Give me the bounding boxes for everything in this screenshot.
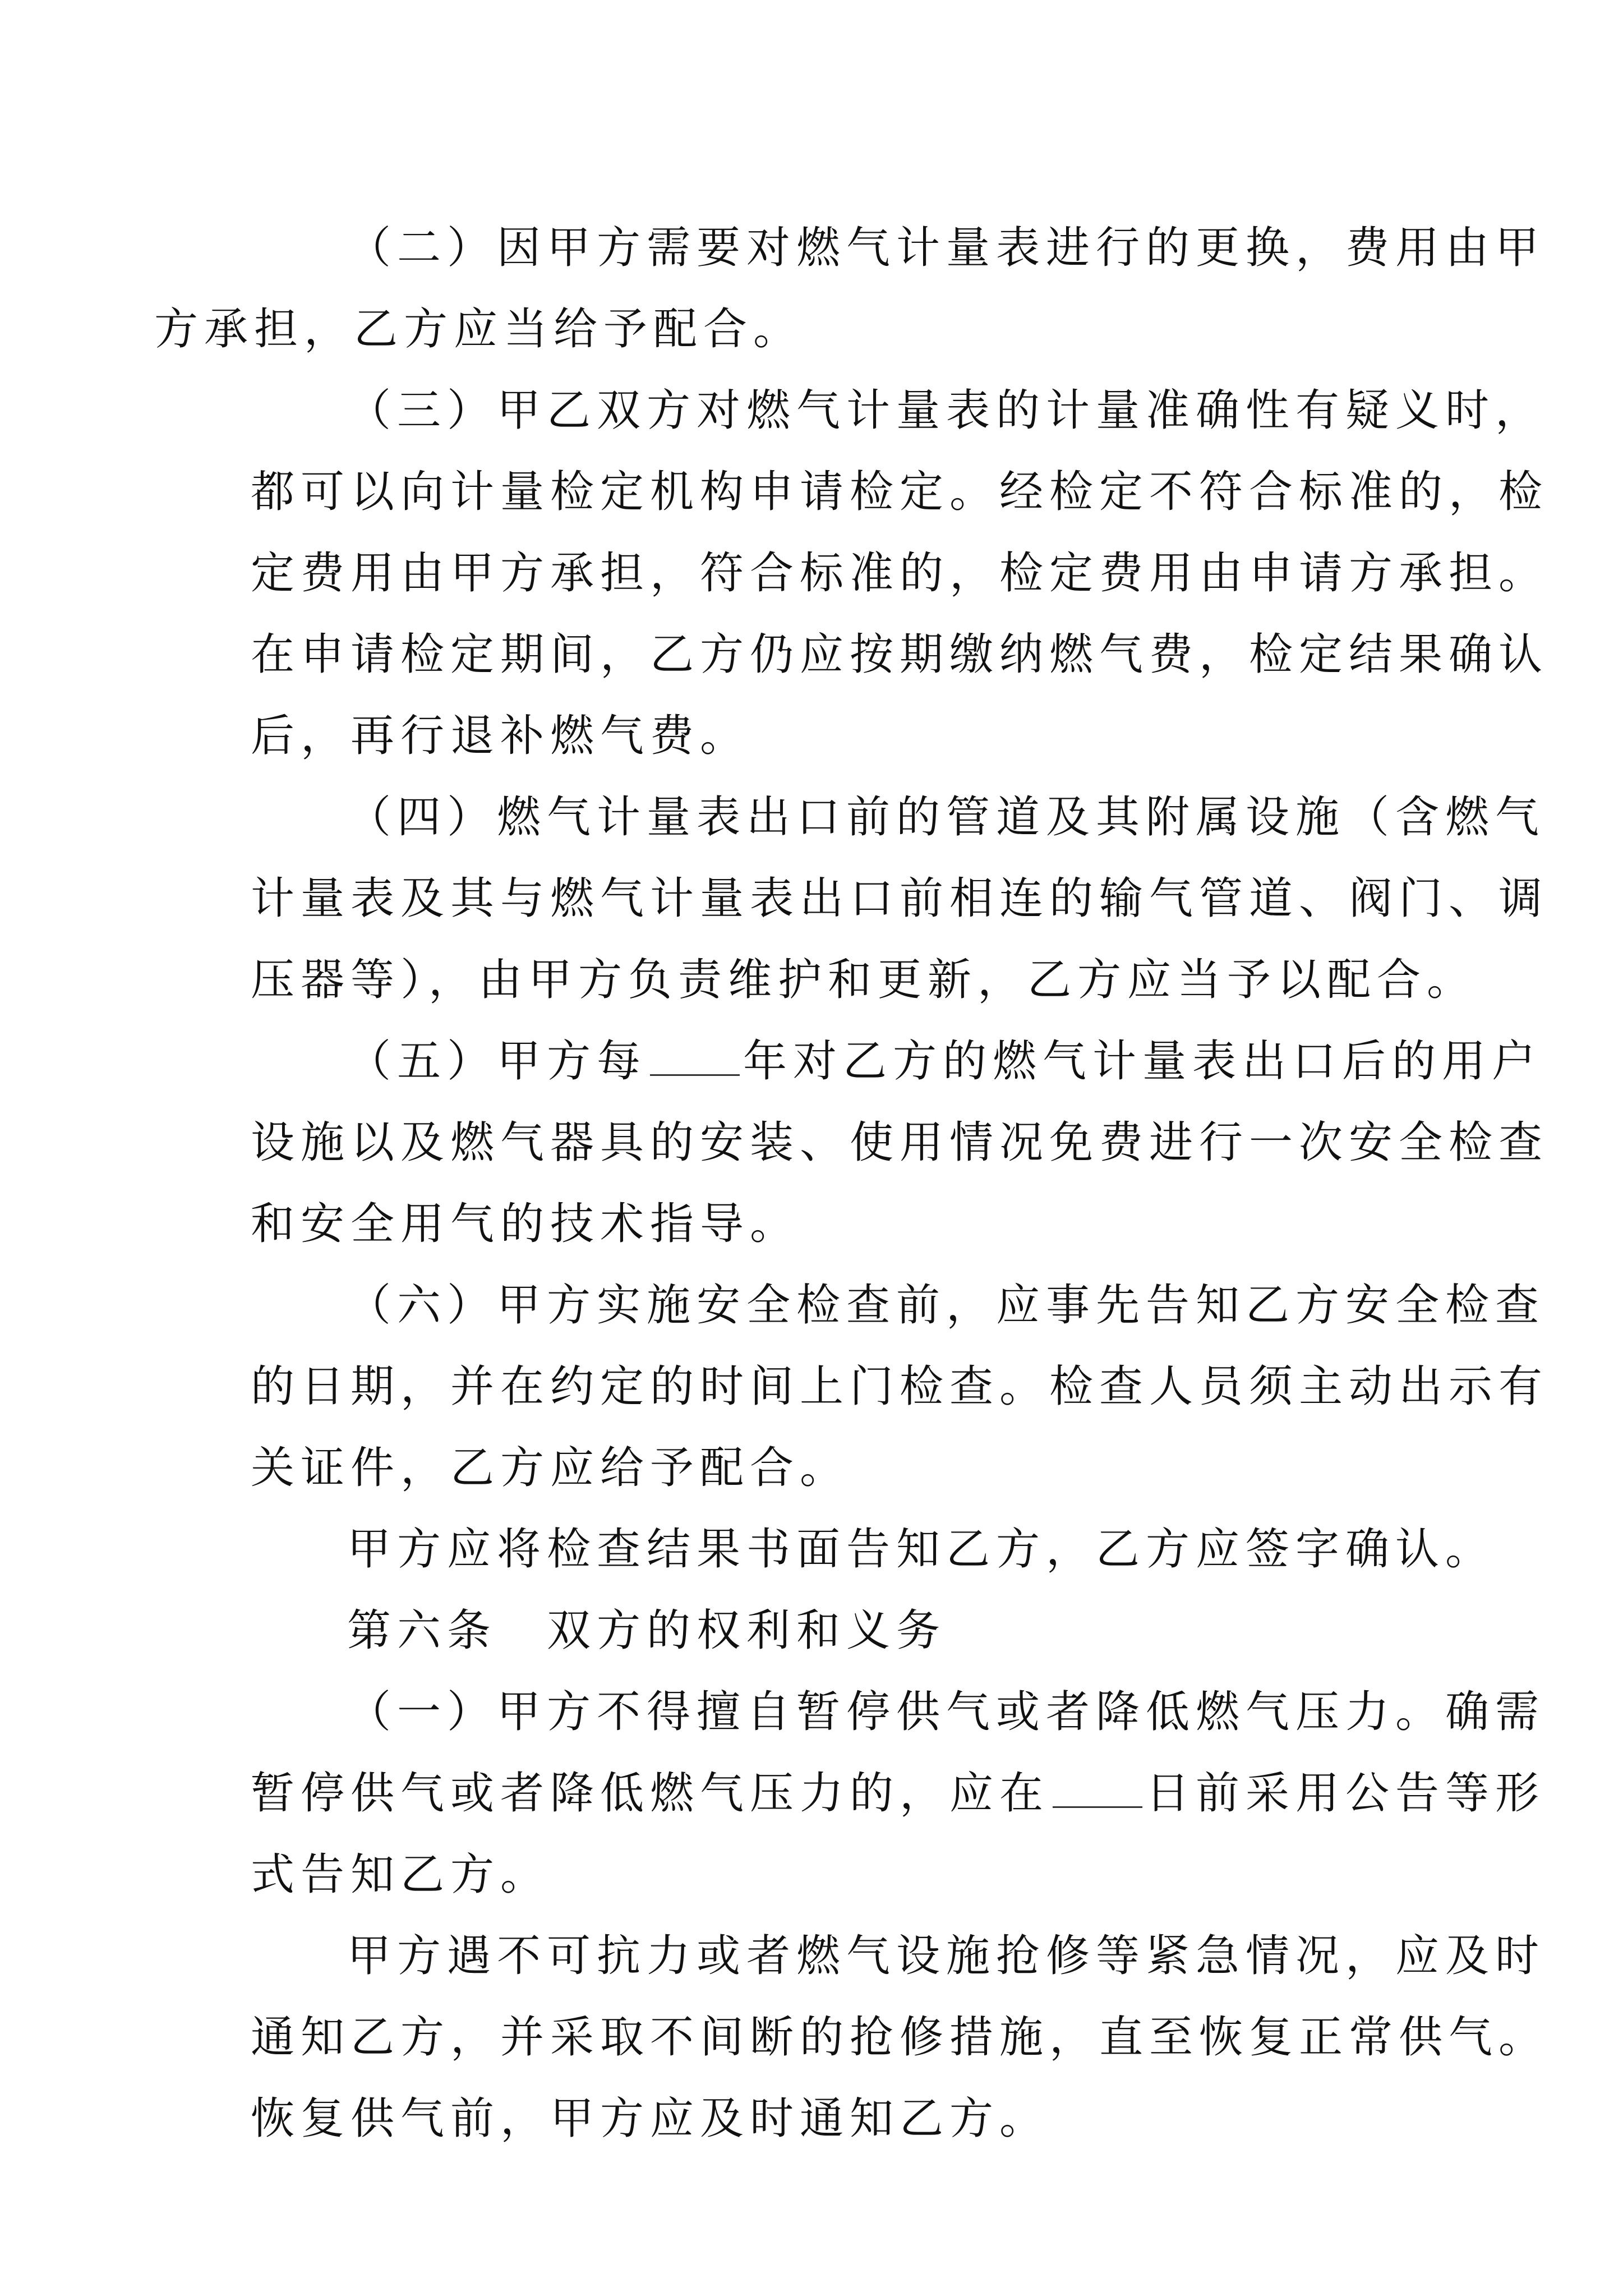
text-line: 通知乙方，并采取不间断的抢修措施，直至恢复正常供气。 — [251, 2012, 1549, 2063]
text-line: （三）甲乙双方对燃气计量表的计量准确性有疑义时， — [347, 385, 1546, 436]
text-line: 式告知乙方。 — [251, 1849, 551, 1900]
paragraph-6 — [251, 1265, 1549, 1509]
text-line: 在申请检定期间，乙方仍应按期缴纳燃气费，检定结果确认 — [251, 629, 1549, 680]
text-segment: 暂停供气或者降低燃气压力的，应在 — [251, 1768, 1050, 1819]
paragraph-inspection-result — [251, 1509, 1496, 1590]
text-line: 恢复供气前，甲方应及时通知乙方。 — [251, 2093, 1050, 2144]
text-line: 第六条 双方的权利和义务 — [347, 1605, 947, 1656]
text-line: 关证件，乙方应给予配合。 — [251, 1443, 850, 1493]
paragraph-5 — [251, 1021, 1549, 1265]
paragraph-3 — [251, 370, 1549, 777]
text-line: 甲方应将检查结果书面告知乙方，乙方应签字确认。 — [347, 1524, 1496, 1575]
text-line: 和安全用气的技术指导。 — [251, 1199, 800, 1249]
text-line: 设施以及燃气器具的安装、使用情况免费进行一次安全检查 — [251, 1117, 1549, 1168]
fill-in-blank — [1053, 1767, 1142, 1808]
fill-in-blank — [650, 1035, 740, 1076]
paragraph-4 — [251, 777, 1549, 1021]
text-line — [251, 1021, 1542, 1102]
text-line: 定费用由甲方承担，符合标准的，检定费用由申请方承担。 — [251, 548, 1549, 599]
text-line: 计量表及其与燃气计量表出口前相连的输气管道、阀门、调 — [251, 873, 1549, 924]
text-line — [154, 1753, 1546, 1834]
document-body — [154, 208, 1549, 2160]
text-segment: 日前采用公告等形 — [1146, 1768, 1546, 1819]
text-line: （一）甲方不得擅自暂停供气或者降低燃气压力。确需 — [347, 1687, 1546, 1737]
paragraph-2 — [154, 208, 1546, 370]
text-line: 甲方遇不可抗力或者燃气设施抢修等紧急情况，应及时 — [347, 1931, 1546, 1981]
text-segment: 年对乙方的燃气计量表出口后的用户 — [743, 1036, 1542, 1087]
text-segment: （五）甲方每 — [347, 1036, 647, 1087]
paragraph-article6-1 — [251, 1672, 1546, 1916]
article-heading — [251, 1590, 1389, 1672]
paragraph-emergency — [251, 1916, 1549, 2160]
text-line: 压器等），由甲方负责维护和更新，乙方应当予以配合。 — [251, 955, 1477, 1005]
text-line: （六）甲方实施安全检查前，应事先告知乙方安全检查 — [347, 1280, 1546, 1331]
text-line: 后，再行退补燃气费。 — [251, 711, 750, 761]
text-line: 都可以向计量检定机构申请检定。经检定不符合标准的，检 — [251, 467, 1549, 517]
text-line: 方承担，乙方应当给予配合。 — [154, 304, 804, 355]
text-line: 的日期，并在约定的时间上门检查。检查人员须主动出示有 — [251, 1361, 1549, 1412]
text-line: （四）燃气计量表出口前的管道及其附属设施（含燃气 — [347, 792, 1546, 843]
text-line: （二）因甲方需要对燃气计量表进行的更换，费用由甲 — [347, 223, 1546, 273]
